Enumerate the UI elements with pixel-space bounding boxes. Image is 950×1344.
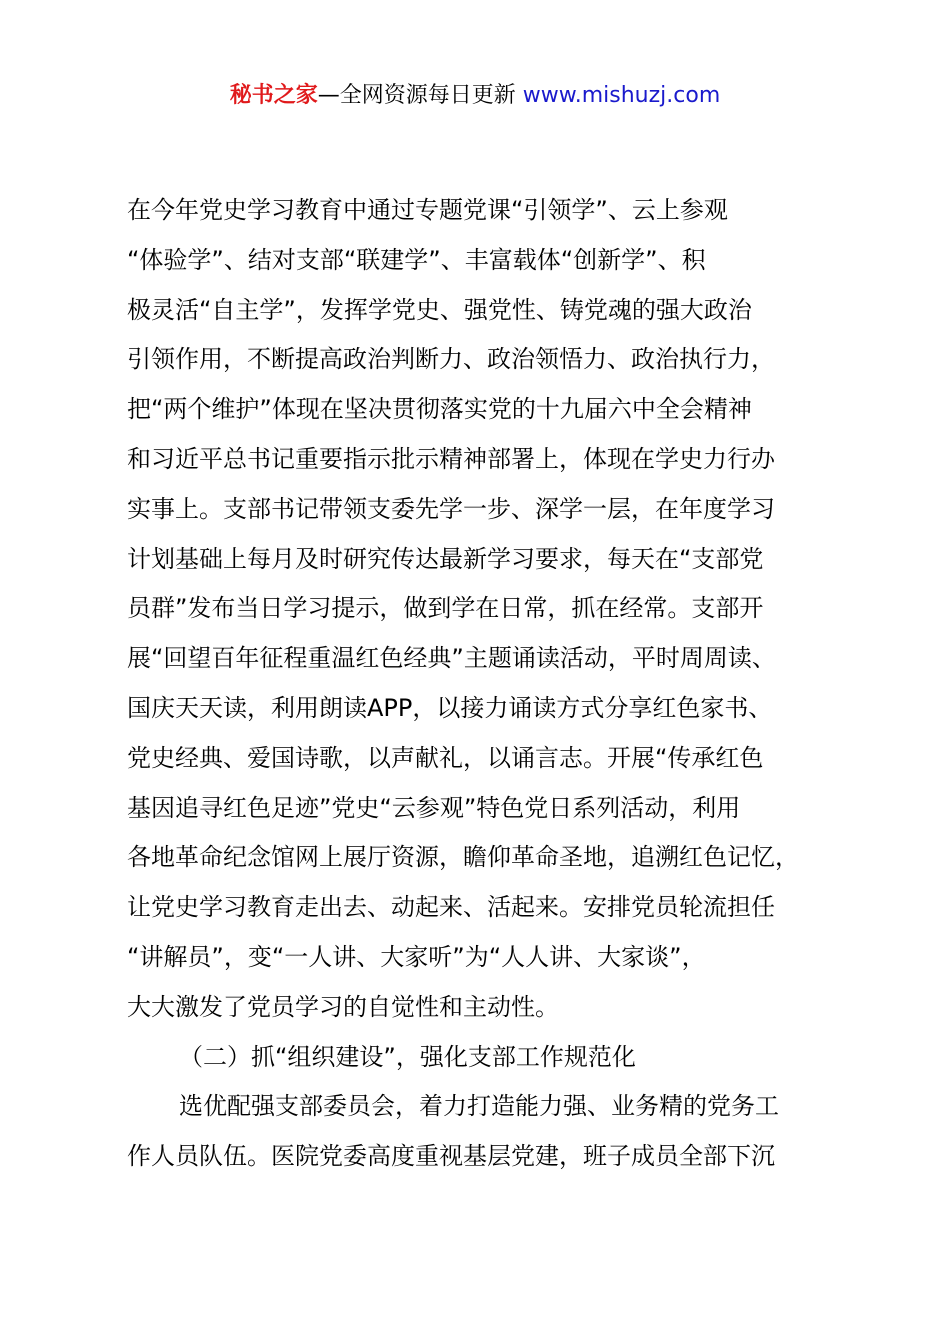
body-line: 国庆天天读，利用朗读APP，以接力诵读方式分享红色家书、	[127, 693, 773, 722]
brand-name: 秘书之家	[229, 83, 318, 108]
body-line: 展“回望百年征程重温红色经典”主题诵读活动，平时周周读、	[127, 644, 776, 673]
body-line: 让党史学习教育走出去、动起来、活起来。安排党员轮流担任	[127, 893, 775, 922]
body-line: 和习近平总书记重要指示批示精神部署上，体现在学史力行办	[127, 444, 775, 473]
header-tagline: —全网资源每日更新	[317, 83, 516, 108]
body-line: “讲解员”，变“一人讲、大家听”为“人人讲、大家谈”，	[127, 942, 706, 971]
body-line: 大大激发了党员学习的自觉性和主动性。	[127, 992, 559, 1021]
section-heading: （二）抓“组织建设”，强化支部工作规范化	[179, 1042, 636, 1071]
body-line: 极灵活“自主学”，发挥学党史、强党性、铸党魂的强大政治	[127, 295, 752, 324]
body-line: 员群”发布当日学习提示，做到学在日常，抓在经常。支部开	[127, 594, 764, 623]
body-line: 引领作用，不断提高政治判断力、政治领悟力、政治执行力，	[127, 345, 775, 374]
body-line: 选优配强支部委员会，着力打造能力强、业务精的党务工	[179, 1092, 779, 1121]
body-line: 把“两个维护”体现在坚决贯彻落实党的十九届六中全会精神	[127, 395, 752, 424]
body-line: 基因追寻红色足迹”党史“云参观”特色党日系列活动，利用	[127, 793, 741, 822]
site-url-link[interactable]: www.mishuzj.com	[522, 83, 721, 108]
body-line: 在今年党史学习教育中通过专题党课“引领学”、云上参观	[127, 196, 728, 224]
site-header	[0, 80, 950, 112]
body-line: 实事上。支部书记带领支委先学一步、深学一层，在年度学习	[127, 494, 775, 523]
body-line: 作人员队伍。医院党委高度重视基层党建，班子成员全部下沉	[127, 1142, 775, 1171]
document-body	[127, 186, 847, 1182]
body-line: 党史经典、爱国诗歌，以声献礼，以诵言志。开展“传承红色	[127, 743, 764, 772]
body-line: 计划基础上每月及时研究传达最新学习要求，每天在“支部党	[127, 544, 764, 573]
body-line: 各地革命纪念馆网上展厅资源，瞻仰革命圣地，追溯红色记忆，	[127, 843, 799, 872]
body-line: “体验学”、结对支部“联建学”、丰富载体“创新学”、积	[127, 245, 706, 274]
